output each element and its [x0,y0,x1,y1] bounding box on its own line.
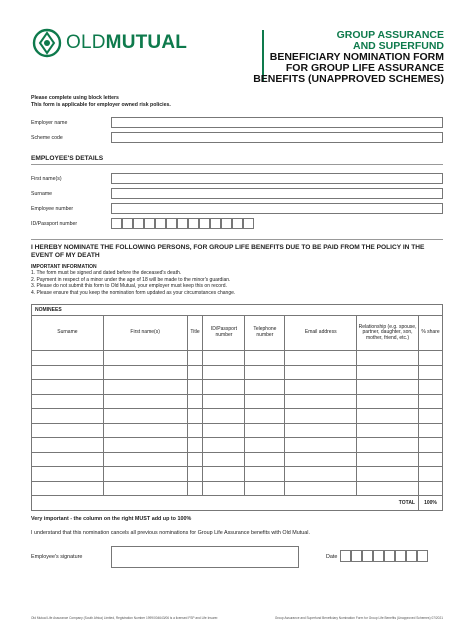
table-row[interactable] [32,423,443,438]
form-title-line-3: BENEFITS (UNAPPROVED SCHEMES) [253,73,444,85]
table-row[interactable] [32,409,443,424]
col-first-names: First name(s) [103,316,187,351]
employer-name-label: Employer name [31,119,68,126]
employer-name-row [31,115,443,130]
signature-label: Employee's signature [31,553,83,560]
form-body [31,95,443,568]
table-row[interactable] [32,467,443,482]
scheme-code-row [31,130,443,145]
form-title-line-1: BENEFICIARY NOMINATION FORM [269,51,444,63]
date-label: Date [326,553,338,560]
info-item: 1. The form must be signed and dated before the deceased's death. [31,270,182,277]
surname-field[interactable] [111,188,443,199]
intro-line-2: This form is applicable for employer owned risk policies. [31,102,171,108]
table-row[interactable] [32,394,443,409]
cancel-statement: I understand that this nomination cancels all previous nominations for Group Life Assurance benefits with Old Mutual. [31,529,310,536]
col-email: Email address [285,316,357,351]
table-row[interactable] [32,365,443,380]
first-names-row [31,171,443,186]
nominees-header-row [32,316,443,351]
form-title-block [244,30,444,85]
surname-row [31,186,443,201]
date-field[interactable] [340,550,428,562]
signature-field[interactable] [111,546,299,568]
form-title-line-2: FOR GROUP LIFE ASSURANCE [285,62,444,74]
group-line-2: AND SUPERFUND [352,40,444,52]
first-names-field[interactable] [111,173,443,184]
footer-left: Old Mutual Life Assurance Company (South Africa) Limited, Registration Number 1999/004643/06 is a licensed FSP and Life Insurer. [31,616,219,620]
total-row [32,496,443,511]
total-label: TOTAL [32,496,419,511]
nomination-heading: I HEREBY NOMINATE THE FOLLOWING PERSONS, FOR GROUP LIFE BENEFITS DUE TO BE PAID FROM THE POLICY IN THE EVENT OF MY DEATH [31,239,443,260]
group-line-1: GROUP ASSURANCE [336,29,444,41]
nominees-caption: NOMINEES [32,305,443,316]
table-row[interactable] [32,452,443,467]
col-share: % share [418,316,442,351]
total-note: Very important - the column on the right MUST add up to 100% [31,515,192,522]
info-item: 3. Please do not submit this form to Old Mutual, your employer must keep this on record. [31,283,227,290]
table-row[interactable] [32,351,443,366]
employee-section-title: EMPLOYEE'S DETAILS [31,155,443,165]
nominees-table [31,304,443,511]
first-names-label: First name(s) [31,175,62,182]
scheme-code-field[interactable] [111,132,443,143]
col-telephone: Telephone number [245,316,285,351]
info-title: IMPORTANT INFORMATION [31,264,97,270]
col-surname: Surname [32,316,104,351]
total-value: 100% [418,496,442,511]
id-number-boxes[interactable] [111,218,254,229]
intro-line-1: Please complete using block letters [31,95,119,101]
id-number-label: ID/Passport number [31,220,78,227]
employee-number-field[interactable] [111,203,443,214]
table-row[interactable] [32,380,443,395]
info-item: 4. Please ensure that you keep the nomination form updated as your circumstances change. [31,289,236,296]
important-information [31,264,443,296]
employee-number-label: Employee number [31,205,74,212]
col-id-number: ID/Passport number [203,316,245,351]
table-row[interactable] [32,481,443,496]
signature-row [31,546,443,568]
brand-name: OLDMUTUAL [66,32,188,53]
col-title: Title [187,316,203,351]
surname-label: Surname [31,190,53,197]
info-item: 2. Payment in respect of a minor under the age of 18 will be made to the minor's guardian. [31,276,231,283]
old-mutual-logo [32,28,187,58]
employer-name-field[interactable] [111,117,443,128]
employee-number-row [31,201,443,216]
table-row[interactable] [32,438,443,453]
scheme-code-label: Scheme code [31,134,63,141]
page-footer [31,616,443,620]
col-relationship: Relationship (e.g. spouse, partner, daughter, son, mother, friend, etc.) [357,316,419,351]
footer-right: Group Assurance and Superfund Beneficiary Nomination Form for Group Life Benefits (Unapproved Schemes) 07/2021 [274,616,443,620]
old-mutual-emblem-icon [32,28,62,58]
id-number-row [31,216,443,231]
form-header [0,0,474,90]
